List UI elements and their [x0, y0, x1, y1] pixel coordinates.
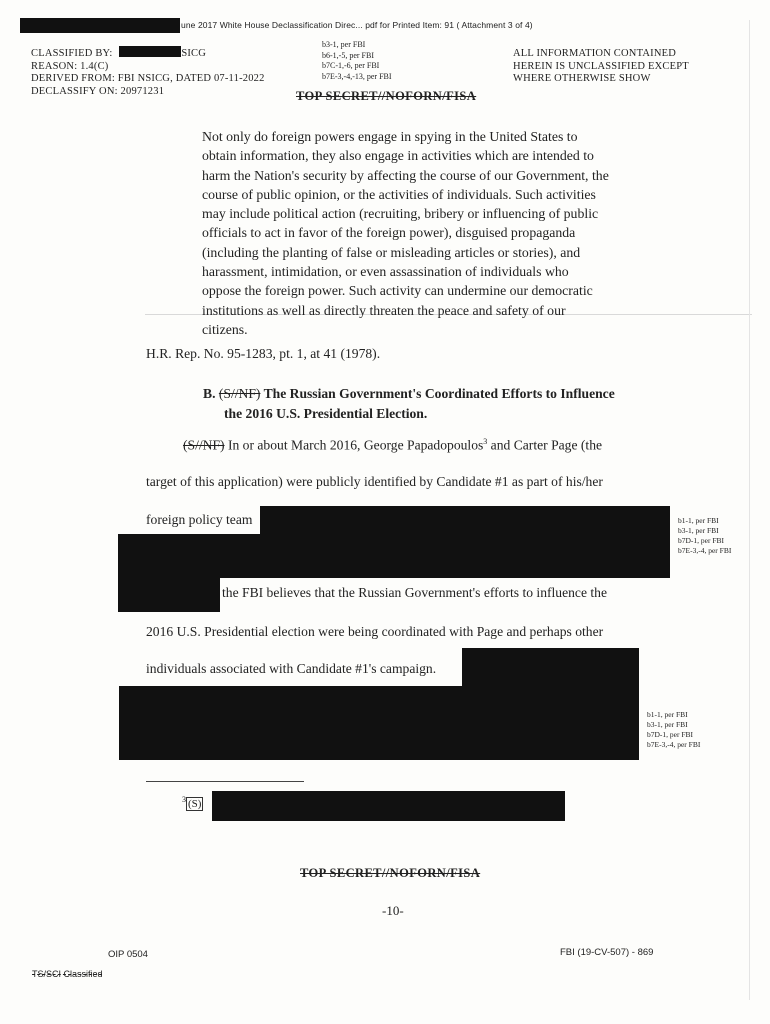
para-line-1	[183, 437, 602, 454]
footnote-separator	[146, 781, 304, 782]
footnote-classification: (S)	[188, 797, 202, 810]
exemption-item: b7C-1,-6, per FBI	[322, 61, 380, 70]
quote-line: Not only do foreign powers engage in spying in the United States to	[202, 129, 578, 144]
exemption-item: b7E-3,-4, per FBI	[678, 546, 732, 555]
fbi-bates-number: FBI (19-CV-507) - 869	[560, 947, 654, 958]
quote-line: citizens.	[202, 321, 248, 337]
exemptions-margin-2	[647, 710, 700, 750]
unclassified-notice	[513, 48, 689, 86]
exemption-item: b3-1, per FBI	[322, 40, 366, 49]
notice-line: HEREIN IS UNCLASSIFIED EXCEPT	[513, 60, 689, 72]
section-classification: (S//NF)	[218, 386, 261, 401]
classified-by-suffix: SICG	[181, 48, 207, 59]
para-classification: (S//NF)	[183, 437, 225, 453]
redaction-footnote	[212, 791, 565, 821]
redaction-block	[118, 534, 670, 578]
exemption-item: b1-1, per FBI	[678, 516, 719, 525]
exemption-item: b1-1, per FBI	[647, 710, 688, 719]
notice-line: WHERE OTHERWISE SHOW	[513, 73, 651, 84]
declassify-on-line: DECLASSIFY ON: 20971231	[31, 85, 165, 97]
exemption-item: b3-1, per FBI	[647, 720, 688, 729]
para-line-7: individuals associated with Candidate #1's campaign.	[146, 661, 437, 676]
block-quote	[202, 127, 662, 339]
citation: H.R. Rep. No. 95-1283, pt. 1, at 41 (1978).	[146, 346, 381, 361]
quote-line: harassment, intimidation, or even assassination of individuals who	[202, 264, 569, 280]
ts-sci-stamp: TS/SCI Classified	[32, 969, 103, 979]
section-heading	[203, 384, 615, 424]
redaction-header	[20, 18, 180, 33]
redaction-block	[462, 648, 639, 688]
quote-line: (including the planting of false or misleading articles or stories), and	[202, 244, 581, 260]
reason-line: REASON: 1.4(C)	[31, 60, 109, 72]
exemption-item: b6-1,-5, per FBI	[322, 50, 374, 60]
classified-by-label: CLASSIFIED BY:	[31, 48, 113, 59]
exemptions-header	[322, 40, 392, 82]
exemption-item: b7E-3,-4,-13, per FBI	[322, 71, 392, 81]
section-title-line2: the 2016 U.S. Presidential Election.	[224, 406, 428, 421]
quote-line: institutions as well as directly threaten the peace and safety of our	[202, 302, 566, 318]
footnote-number: 3	[182, 795, 186, 804]
quote-line: harm the Nation's security by affecting the course of our Government, the	[202, 167, 609, 183]
section-title-line1: The Russian Government's Coordinated Efforts to Influence	[263, 386, 615, 401]
page-number: -10-	[382, 903, 404, 918]
oip-number: OIP 0504	[108, 949, 148, 960]
top-classification-marking: TOP SECRET//NOFORN/FISA	[296, 89, 477, 103]
para-line-5: the FBI believes that the Russian Government's efforts to influence the	[222, 585, 607, 600]
redaction-block	[119, 686, 639, 760]
redaction-block	[260, 506, 670, 536]
section-letter: B.	[203, 386, 216, 401]
para-text: and Carter Page (the	[487, 437, 603, 453]
footnote-ref: 3	[483, 437, 488, 446]
scan-edge	[749, 20, 750, 1000]
redaction-classifier	[119, 46, 181, 57]
exemption-item: b3-1, per FBI	[678, 526, 719, 535]
derived-from-line: DERIVED FROM: FBI NSICG, DATED 07-11-2022	[31, 73, 265, 84]
bottom-classification-marking: TOP SECRET//NOFORN/FISA	[300, 866, 481, 880]
redaction-block	[118, 576, 220, 612]
exemption-item: b7D-1, per FBI	[678, 536, 725, 545]
exemption-item: b7D-1, per FBI	[647, 730, 694, 739]
para-text: In or about March 2016, George Papadopoulos	[224, 437, 484, 453]
notice-line: ALL INFORMATION CONTAINED	[513, 48, 677, 59]
print-header: une 2017 White House Declassification Direc... pdf for Printed Item: 91 ( Attachment 3 of 4)	[181, 20, 533, 30]
classification-block	[31, 46, 265, 98]
quote-line: oppose the foreign power. Such activity can undermine our democratic	[202, 283, 593, 299]
quote-line: may include political action (recruiting, bribery or influencing of public	[202, 206, 599, 222]
exemption-item: b7E-3,-4, per FBI	[647, 740, 701, 749]
para-line-2: target of this application) were publicly identified by Candidate #1 as part of his/her	[146, 474, 603, 489]
footnote	[182, 795, 203, 810]
exemptions-margin-1	[678, 516, 731, 556]
quote-line: officials to act in favor of the foreign power), disguised propaganda	[202, 225, 576, 241]
quote-line: course of public opinion, or the activities of individuals. Such activities	[202, 186, 596, 202]
para-line-3: foreign policy team	[146, 512, 253, 527]
quote-line: obtain information, they also engage in activities which are intended to	[202, 148, 594, 164]
para-line-6: 2016 U.S. Presidential election were being coordinated with Page and perhaps other	[146, 624, 604, 639]
